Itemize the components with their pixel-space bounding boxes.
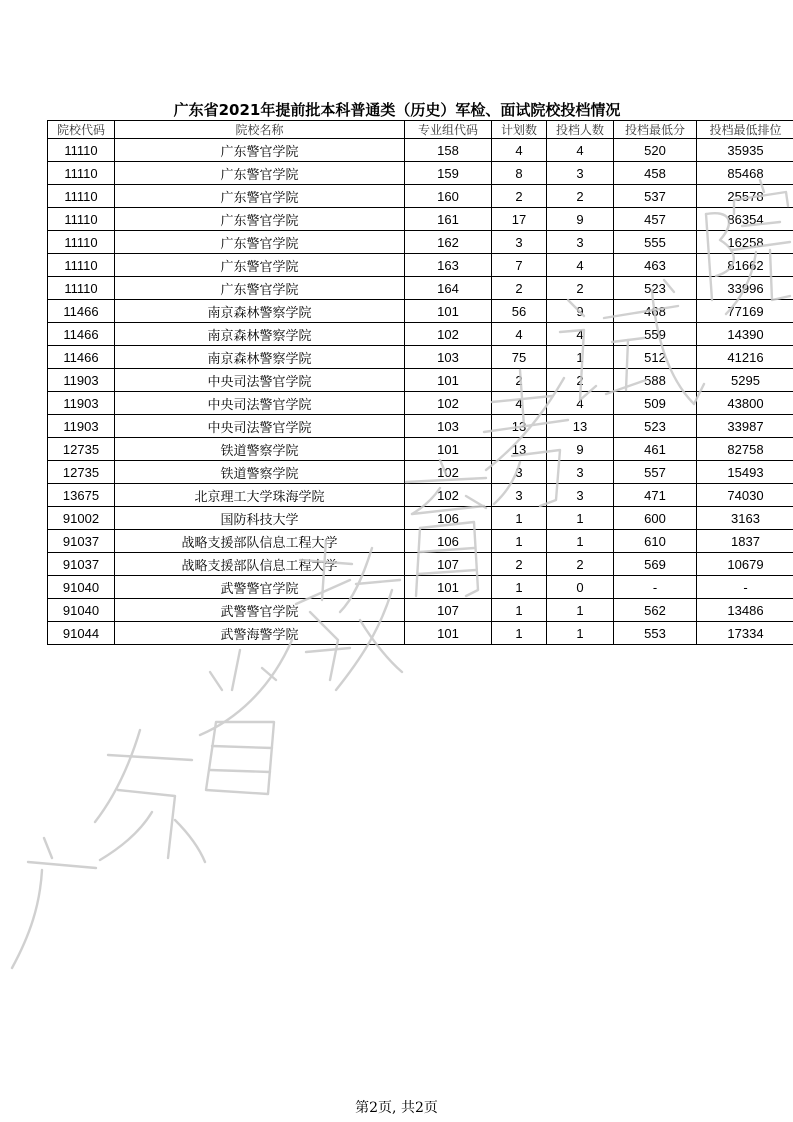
table-row: [48, 622, 793, 645]
cell-min-score: 468: [614, 300, 697, 323]
cell-plan-count: 4: [492, 392, 547, 415]
cell-admitted-count: 0: [547, 576, 614, 599]
cell-school-code: 91040: [48, 576, 115, 599]
cell-min-score: 588: [614, 369, 697, 392]
cell-plan-count: 3: [492, 484, 547, 507]
cell-plan-count: 4: [492, 323, 547, 346]
cell-school-code: 11466: [48, 346, 115, 369]
cell-min-rank: 77169: [697, 300, 793, 323]
cell-plan-count: 2: [492, 185, 547, 208]
cell-major-group-code: 102: [405, 323, 492, 346]
cell-plan-count: 4: [492, 139, 547, 162]
cell-school-code: 91037: [48, 530, 115, 553]
table-row: [48, 231, 793, 254]
cell-min-rank: 35935: [697, 139, 793, 162]
cell-admitted-count: 1: [547, 507, 614, 530]
cell-major-group-code: 107: [405, 599, 492, 622]
cell-min-rank: 82758: [697, 438, 793, 461]
cell-school-name: 国防科技大学: [115, 507, 405, 530]
cell-school-name: 中央司法警官学院: [115, 415, 405, 438]
column-header-school-name: 院校名称: [115, 121, 405, 139]
cell-school-code: 11903: [48, 415, 115, 438]
cell-min-rank: 10679: [697, 553, 793, 576]
cell-admitted-count: 2: [547, 185, 614, 208]
table-row: [48, 415, 793, 438]
cell-admitted-count: 2: [547, 369, 614, 392]
cell-min-rank: 41216: [697, 346, 793, 369]
cell-min-rank: 15493: [697, 461, 793, 484]
cell-school-name: 广东警官学院: [115, 185, 405, 208]
cell-min-rank: 85468: [697, 162, 793, 185]
cell-min-score: 512: [614, 346, 697, 369]
cell-major-group-code: 106: [405, 507, 492, 530]
cell-plan-count: 1: [492, 622, 547, 645]
cell-min-score: 555: [614, 231, 697, 254]
cell-school-code: 91040: [48, 599, 115, 622]
cell-min-score: 457: [614, 208, 697, 231]
cell-school-name: 广东警官学院: [115, 254, 405, 277]
cell-admitted-count: 4: [547, 323, 614, 346]
watermark-char-dong: [95, 730, 205, 862]
cell-plan-count: 2: [492, 277, 547, 300]
cell-admitted-count: 1: [547, 530, 614, 553]
cell-min-score: 463: [614, 254, 697, 277]
cell-major-group-code: 164: [405, 277, 492, 300]
cell-min-rank: 16258: [697, 231, 793, 254]
watermark-char-sheng: [200, 640, 292, 794]
cell-school-name: 中央司法警官学院: [115, 392, 405, 415]
table-row: [48, 185, 793, 208]
cell-major-group-code: 158: [405, 139, 492, 162]
cell-min-rank: 14390: [697, 323, 793, 346]
cell-school-name: 北京理工大学珠海学院: [115, 484, 405, 507]
table-row: [48, 139, 793, 162]
cell-min-rank: 3163: [697, 507, 793, 530]
cell-major-group-code: 102: [405, 392, 492, 415]
cell-min-rank: -: [697, 576, 793, 599]
cell-major-group-code: 107: [405, 553, 492, 576]
cell-plan-count: 13: [492, 415, 547, 438]
cell-major-group-code: 159: [405, 162, 492, 185]
cell-min-score: 553: [614, 622, 697, 645]
cell-school-code: 12735: [48, 461, 115, 484]
cell-admitted-count: 3: [547, 231, 614, 254]
cell-admitted-count: 3: [547, 461, 614, 484]
column-header-school-code: 院校代码: [48, 121, 115, 139]
cell-school-code: 11110: [48, 139, 115, 162]
cell-school-name: 南京森林警察学院: [115, 346, 405, 369]
cell-major-group-code: 101: [405, 622, 492, 645]
table-row: [48, 323, 793, 346]
cell-school-name: 广东警官学院: [115, 231, 405, 254]
cell-min-rank: 1837: [697, 530, 793, 553]
cell-admitted-count: 9: [547, 300, 614, 323]
cell-school-code: 11903: [48, 369, 115, 392]
cell-min-score: 461: [614, 438, 697, 461]
cell-major-group-code: 102: [405, 484, 492, 507]
cell-school-name: 广东警官学院: [115, 162, 405, 185]
cell-school-code: 13675: [48, 484, 115, 507]
cell-min-rank: 33987: [697, 415, 793, 438]
cell-plan-count: 17: [492, 208, 547, 231]
cell-admitted-count: 1: [547, 346, 614, 369]
cell-school-name: 武警警官学院: [115, 576, 405, 599]
cell-plan-count: 3: [492, 231, 547, 254]
cell-school-code: 11903: [48, 392, 115, 415]
cell-school-code: 11110: [48, 208, 115, 231]
cell-school-name: 武警海警学院: [115, 622, 405, 645]
cell-plan-count: 13: [492, 438, 547, 461]
cell-min-rank: 17334: [697, 622, 793, 645]
cell-school-name: 铁道警察学院: [115, 461, 405, 484]
cell-school-code: 11110: [48, 162, 115, 185]
cell-min-score: 600: [614, 507, 697, 530]
cell-min-score: 509: [614, 392, 697, 415]
cell-plan-count: 1: [492, 599, 547, 622]
table-header-row: [48, 121, 793, 139]
cell-plan-count: 1: [492, 507, 547, 530]
cell-plan-count: 7: [492, 254, 547, 277]
table-row: [48, 553, 793, 576]
cell-min-rank: 74030: [697, 484, 793, 507]
cell-major-group-code: 103: [405, 415, 492, 438]
column-header-min-rank: 投档最低排位: [697, 121, 793, 139]
cell-school-name: 广东警官学院: [115, 208, 405, 231]
cell-plan-count: 2: [492, 369, 547, 392]
watermark-char-guang: [12, 838, 96, 968]
page-title: 广东省2021年提前批本科普通类（历史）军检、面试院校投档情况: [173, 101, 621, 119]
cell-school-name: 铁道警察学院: [115, 438, 405, 461]
column-header-min-score: 投档最低分: [614, 121, 697, 139]
table-row: [48, 484, 793, 507]
cell-major-group-code: 103: [405, 346, 492, 369]
cell-school-name: 武警警官学院: [115, 599, 405, 622]
cell-admitted-count: 9: [547, 438, 614, 461]
cell-school-name: 战略支援部队信息工程大学: [115, 553, 405, 576]
cell-school-name: 南京森林警察学院: [115, 300, 405, 323]
cell-major-group-code: 162: [405, 231, 492, 254]
cell-admitted-count: 3: [547, 484, 614, 507]
cell-min-rank: 5295: [697, 369, 793, 392]
cell-school-name: 战略支援部队信息工程大学: [115, 530, 405, 553]
cell-school-name: 南京森林警察学院: [115, 323, 405, 346]
cell-school-code: 91002: [48, 507, 115, 530]
cell-min-rank: 25578: [697, 185, 793, 208]
column-header-admitted-count: 投档人数: [547, 121, 614, 139]
cell-min-score: 471: [614, 484, 697, 507]
table-row: [48, 346, 793, 369]
cell-plan-count: 75: [492, 346, 547, 369]
cell-admitted-count: 4: [547, 139, 614, 162]
cell-min-score: 569: [614, 553, 697, 576]
cell-admitted-count: 2: [547, 553, 614, 576]
cell-min-rank: 33996: [697, 277, 793, 300]
cell-major-group-code: 161: [405, 208, 492, 231]
column-header-major-group-code: 专业组代码: [405, 121, 492, 139]
cell-min-score: 458: [614, 162, 697, 185]
cell-school-name: 中央司法警官学院: [115, 369, 405, 392]
cell-admitted-count: 2: [547, 277, 614, 300]
cell-admitted-count: 9: [547, 208, 614, 231]
cell-major-group-code: 101: [405, 369, 492, 392]
cell-min-score: 610: [614, 530, 697, 553]
table-row: [48, 530, 793, 553]
cell-min-score: 523: [614, 277, 697, 300]
cell-major-group-code: 163: [405, 254, 492, 277]
cell-min-rank: 86354: [697, 208, 793, 231]
cell-plan-count: 1: [492, 530, 547, 553]
admission-table: [47, 120, 793, 645]
cell-min-score: 559: [614, 323, 697, 346]
table-row: [48, 461, 793, 484]
cell-min-score: -: [614, 576, 697, 599]
table-row: [48, 277, 793, 300]
cell-admitted-count: 3: [547, 162, 614, 185]
cell-min-score: 537: [614, 185, 697, 208]
table-row: [48, 507, 793, 530]
cell-school-code: 11110: [48, 254, 115, 277]
cell-min-score: 557: [614, 461, 697, 484]
cell-school-code: 91044: [48, 622, 115, 645]
cell-school-code: 11110: [48, 185, 115, 208]
table-row: [48, 369, 793, 392]
cell-major-group-code: 101: [405, 300, 492, 323]
cell-admitted-count: 4: [547, 392, 614, 415]
cell-admitted-count: 1: [547, 622, 614, 645]
table-row: [48, 208, 793, 231]
cell-school-code: 91037: [48, 553, 115, 576]
page-footer: 第2页, 共2页: [355, 1100, 438, 1116]
cell-admitted-count: 4: [547, 254, 614, 277]
cell-school-code: 12735: [48, 438, 115, 461]
cell-major-group-code: 106: [405, 530, 492, 553]
table-row: [48, 300, 793, 323]
cell-school-code: 11110: [48, 231, 115, 254]
cell-major-group-code: 101: [405, 576, 492, 599]
table-row: [48, 162, 793, 185]
cell-min-rank: 13486: [697, 599, 793, 622]
table-row: [48, 392, 793, 415]
cell-min-rank: 43800: [697, 392, 793, 415]
table-row: [48, 254, 793, 277]
cell-major-group-code: 101: [405, 438, 492, 461]
cell-plan-count: 1: [492, 576, 547, 599]
cell-min-rank: 81662: [697, 254, 793, 277]
cell-major-group-code: 160: [405, 185, 492, 208]
table-row: [48, 576, 793, 599]
cell-plan-count: 3: [492, 461, 547, 484]
cell-school-code: 11466: [48, 323, 115, 346]
cell-school-name: 广东警官学院: [115, 277, 405, 300]
cell-school-code: 11110: [48, 277, 115, 300]
cell-min-score: 523: [614, 415, 697, 438]
table-body: [48, 139, 793, 645]
cell-major-group-code: 102: [405, 461, 492, 484]
cell-min-score: 520: [614, 139, 697, 162]
cell-admitted-count: 13: [547, 415, 614, 438]
cell-school-name: 广东警官学院: [115, 139, 405, 162]
column-header-plan-count: 计划数: [492, 121, 547, 139]
table-row: [48, 599, 793, 622]
cell-plan-count: 56: [492, 300, 547, 323]
cell-plan-count: 2: [492, 553, 547, 576]
table-row: [48, 438, 793, 461]
cell-admitted-count: 1: [547, 599, 614, 622]
cell-min-score: 562: [614, 599, 697, 622]
cell-school-code: 11466: [48, 300, 115, 323]
cell-plan-count: 8: [492, 162, 547, 185]
